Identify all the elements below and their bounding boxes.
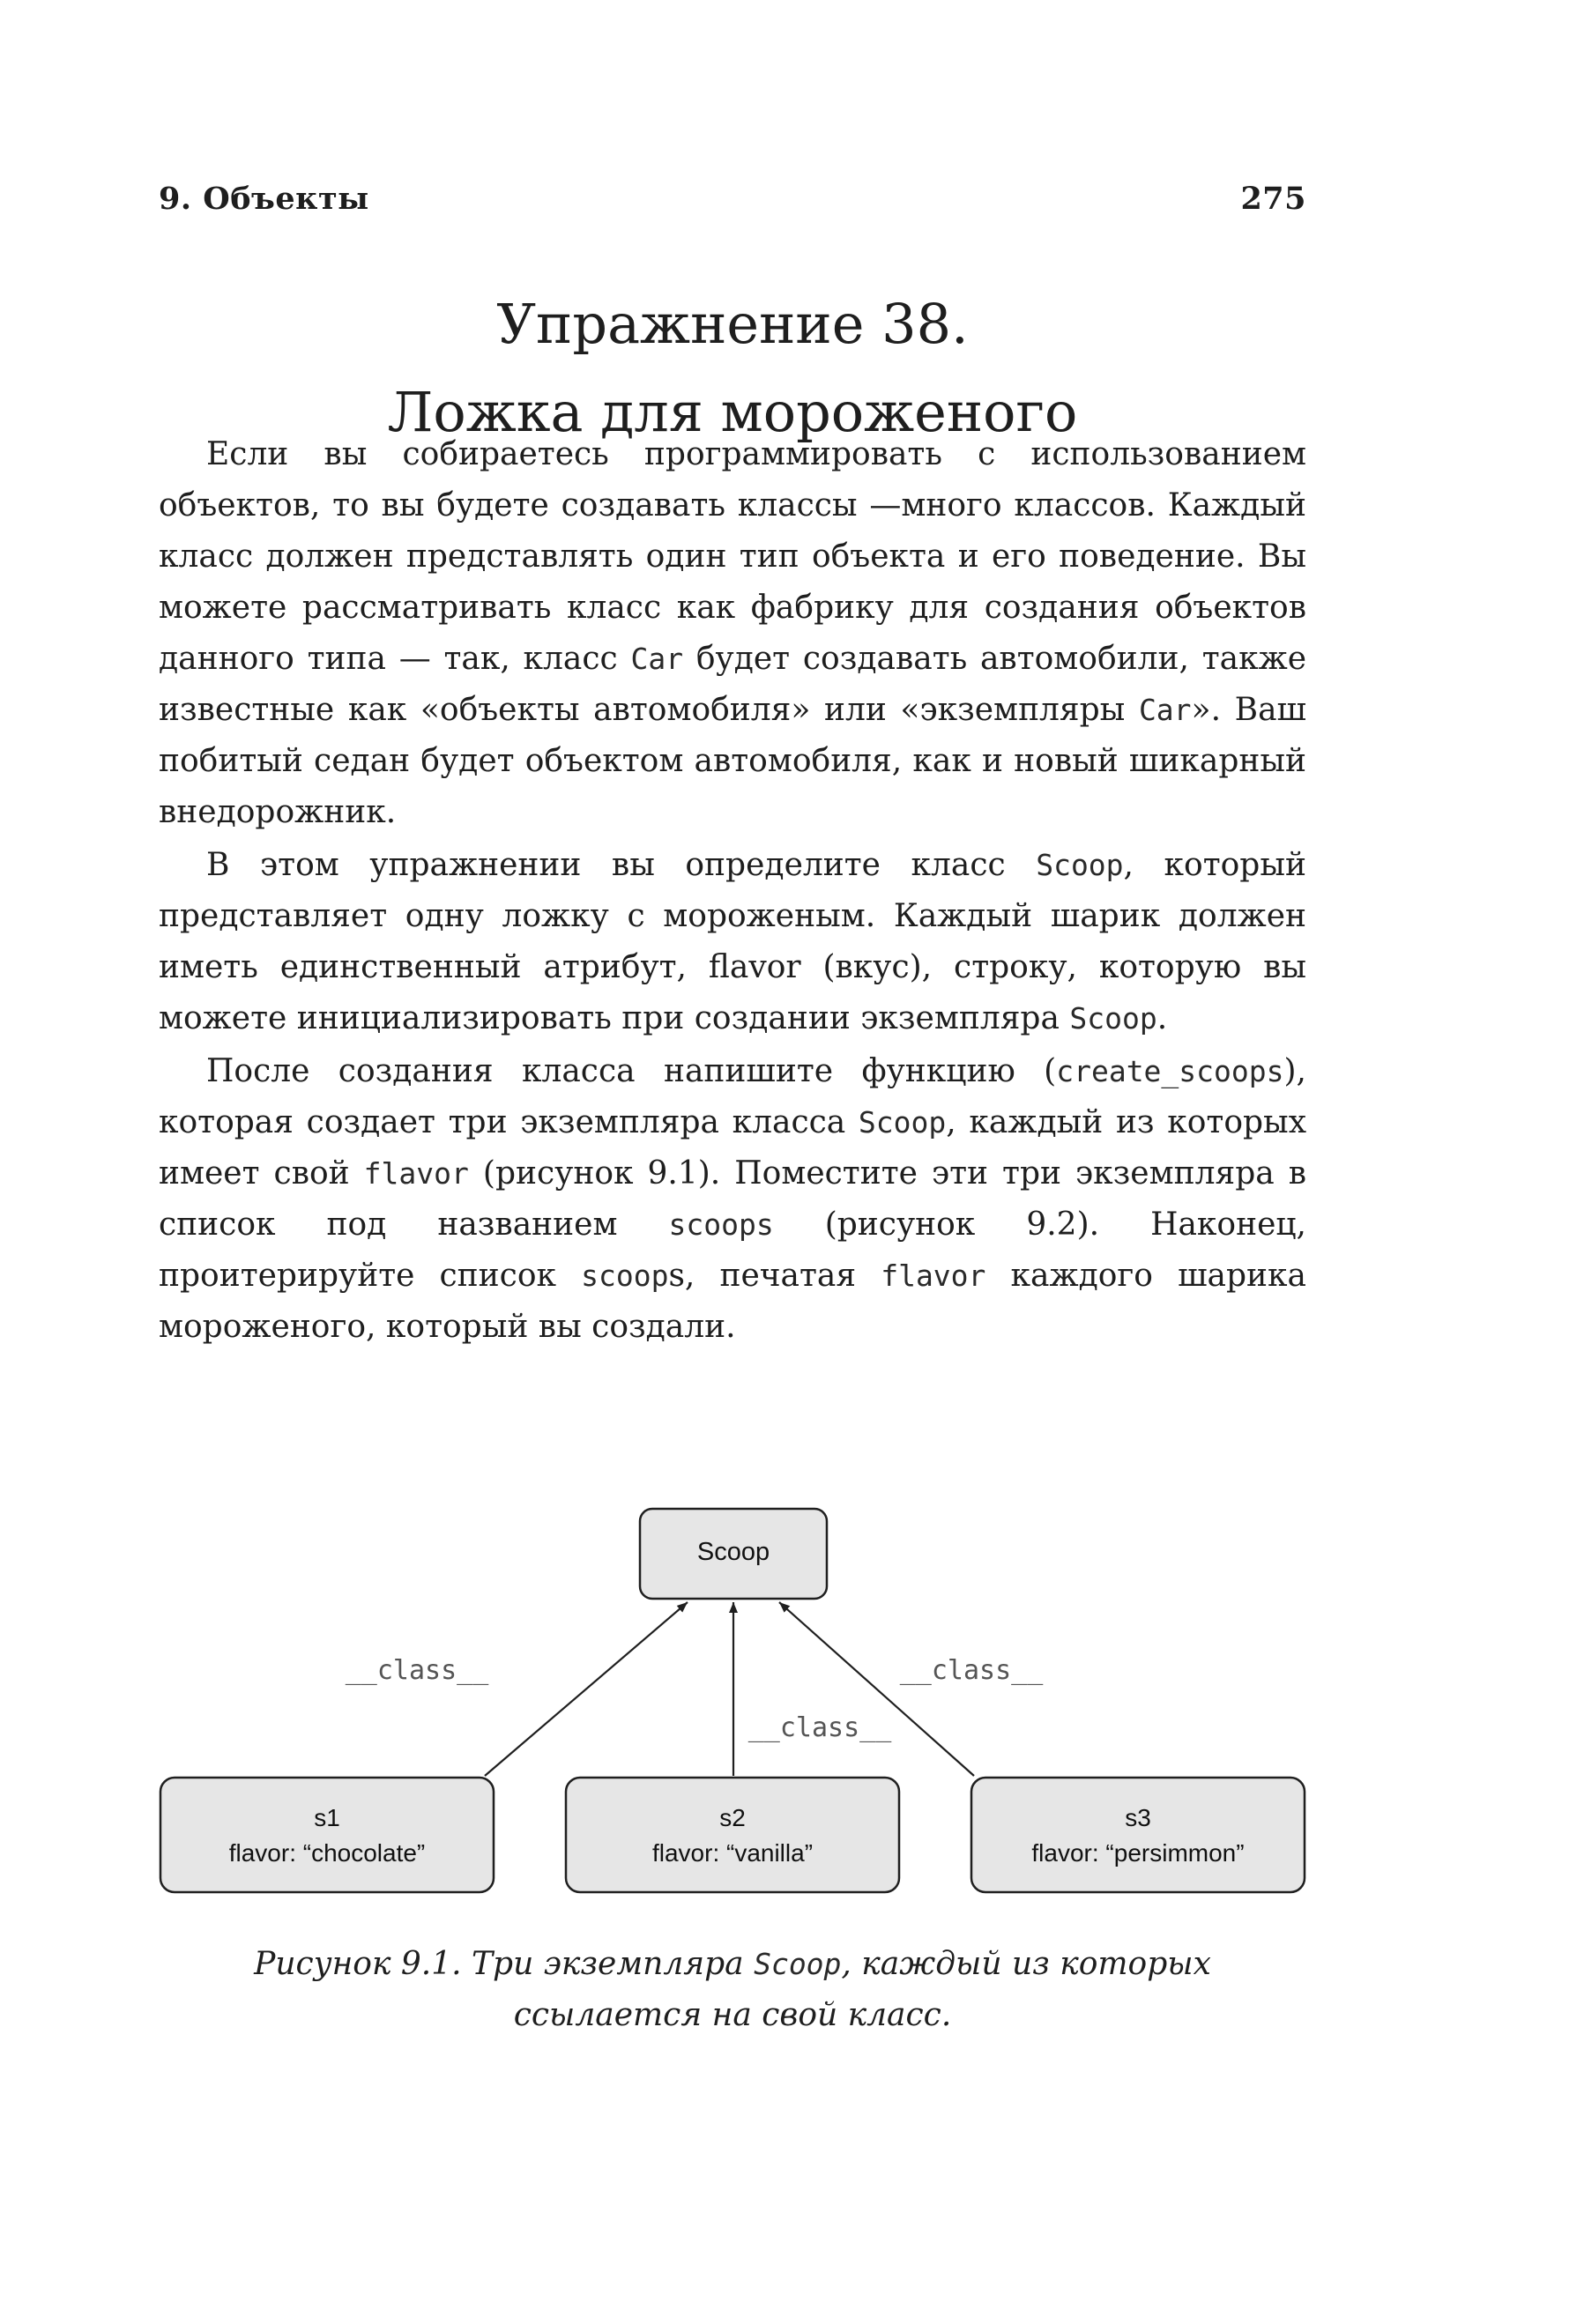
instance-box-s1 <box>160 1778 494 1892</box>
arrow-s1-to-scoop <box>485 1602 688 1776</box>
exercise-title-line-1: Упражнение 38. <box>496 292 969 356</box>
code-scoops: scoops <box>668 1207 774 1242</box>
class-box-label: Scoop <box>696 1538 770 1566</box>
paragraph-2: В этом упражнении вы определите класс Scoop, который представляет одну ложку с мороженым. Каждый шарик должен иметь единственный атрибут, flavor (вкус), строку, которую вы можете инициализировать при создании экземпляра Scoop. <box>159 847 1306 1036</box>
code-scoop: scoop <box>581 1259 669 1293</box>
code-scoop: Scoop <box>858 1105 947 1140</box>
figure-caption: Рисунок 9.1. Три экземпляра Scoop, каждый из которых ссылается на свой класс. <box>254 1946 1211 2033</box>
instance-box-s2 <box>566 1778 899 1892</box>
edge-label-middle: __class__ <box>747 1712 892 1743</box>
code-car: Car <box>630 642 684 676</box>
code-flavor: flavor <box>881 1259 986 1293</box>
instance-flavor: flavor: “vanilla” <box>651 1839 814 1867</box>
body-text <box>159 429 1306 1355</box>
class-box-scoop <box>640 1509 827 1599</box>
chapter-title: 9. Объекты <box>159 181 369 217</box>
edge-label-right: __class__ <box>899 1655 1044 1686</box>
arrow-s3-to-scoop <box>779 1602 974 1776</box>
code-flavor: flavor <box>363 1156 469 1191</box>
page-number: 275 <box>1240 181 1306 217</box>
instance-box-rect <box>971 1778 1305 1892</box>
exercise-title-line-2: Ложка для мороженого <box>387 380 1078 444</box>
instance-name: s1 <box>314 1804 340 1831</box>
figure-diagram <box>159 1498 1306 1921</box>
instance-name: s2 <box>719 1804 746 1831</box>
instance-flavor: flavor: “persimmon” <box>1031 1839 1245 1867</box>
code-scoop: Scoop <box>754 1947 842 1981</box>
instance-box-rect <box>160 1778 494 1892</box>
instance-box-rect <box>566 1778 899 1892</box>
code-car: Car <box>1138 693 1192 727</box>
instance-name: s3 <box>1125 1804 1151 1831</box>
paragraph-1: Если вы собираетесь программировать с использованием объектов, то вы будете создавать классы —много классов. Каждый класс должен представлять один тип объекта и его поведение. Вы можете рассматривать класс как фабрику для создания объектов данного типа — так, класс Car будет создавать автомобили, также известные как «объекты автомобиля» или «экземпляры Car». Ваш побитый седан будет объектом автомобиля, как и новый шикарный внедорожник. <box>159 436 1306 830</box>
code-scoop: Scoop <box>1069 1001 1157 1036</box>
diagram-svg <box>159 1498 1306 1921</box>
running-header <box>159 181 1306 234</box>
instance-box-s3 <box>971 1778 1305 1892</box>
edge-label-left: __class__ <box>345 1655 489 1686</box>
code-scoop: Scoop <box>1036 848 1124 882</box>
instance-flavor: flavor: “chocolate” <box>228 1839 426 1867</box>
code-create-scoops: create_scoops <box>1056 1054 1284 1088</box>
paragraph-3: После создания класса напишите функцию (create_scoops), которая создает три экземпляра класса Scoop, каждый из которых имеет свой flavor (рисунок 9.1). Поместите эти три экземпляра в список под названием scoops (рисунок 9.2). Наконец, проитерируйте список scoops, печатая flavor каждого шарика мороженого, который вы создали. <box>159 1053 1307 1345</box>
